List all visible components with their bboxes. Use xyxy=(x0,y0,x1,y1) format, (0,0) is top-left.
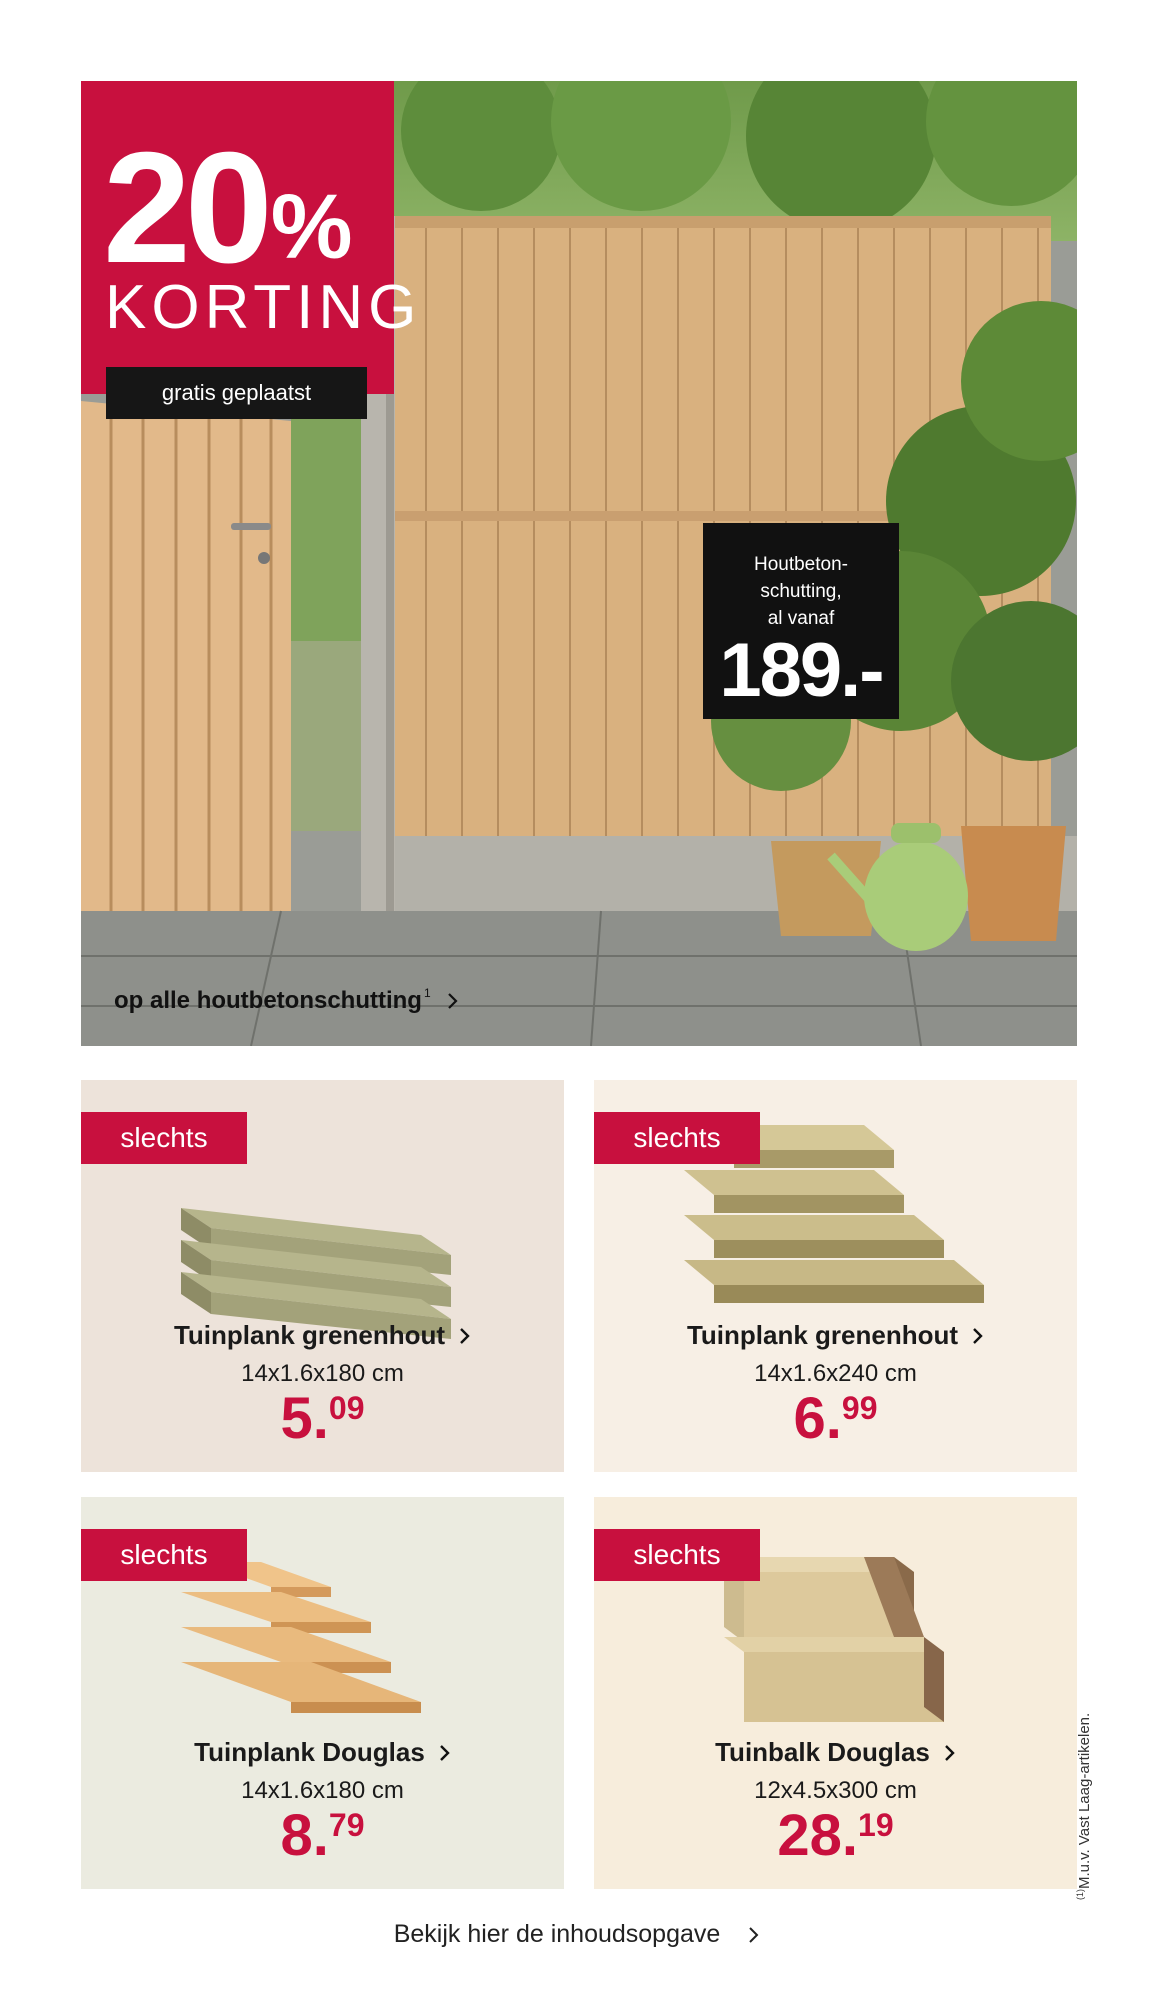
product-card[interactable] xyxy=(594,1080,1077,1472)
discount-number: 20 xyxy=(103,120,267,296)
chevron-right-icon xyxy=(439,1744,451,1762)
product-name[interactable] xyxy=(594,1737,1077,1768)
product-price xyxy=(81,1386,564,1451)
product-dimensions: 14x1.6x240 cm xyxy=(754,1360,917,1387)
hero-link[interactable] xyxy=(114,987,459,1015)
table-of-contents-link[interactable] xyxy=(0,1920,1154,1949)
price-main: 6. xyxy=(793,1386,842,1451)
price-decimals: 09 xyxy=(328,1390,365,1426)
price-decimals: 99 xyxy=(841,1390,878,1426)
product-name-text: Tuinplank grenenhout xyxy=(173,1320,446,1350)
hero-banner[interactable] xyxy=(81,81,1077,1046)
product-price xyxy=(594,1803,1077,1868)
chevron-right-icon xyxy=(447,992,459,1010)
discount-box xyxy=(81,81,422,394)
product-name-text: Tuinplank Douglas xyxy=(194,1737,425,1767)
slechts-badge: slechts xyxy=(594,1529,760,1581)
footnote-text: M.u.v. Vast Laag-artikelen. xyxy=(1076,1712,1093,1889)
discount-percent xyxy=(103,120,353,296)
product-dimensions: 14x1.6x180 cm xyxy=(241,1360,404,1387)
slechts-badge: slechts xyxy=(81,1529,247,1581)
product-card[interactable] xyxy=(81,1080,564,1472)
footnote-marker: (1) xyxy=(1075,1889,1085,1900)
price-desc-line: al vanaf xyxy=(767,608,835,629)
discount-label: KORTING xyxy=(105,273,422,342)
slechts-badge: slechts xyxy=(81,1112,247,1164)
chevron-right-icon xyxy=(748,1926,760,1944)
product-name[interactable] xyxy=(81,1737,564,1768)
footer-link-text: Bekijk hier de inhoudsopgave xyxy=(393,1920,721,1948)
product-dimensions: 14x1.6x180 cm xyxy=(241,1777,404,1804)
price-main: 5. xyxy=(280,1386,329,1451)
price-decimals: 79 xyxy=(328,1807,365,1843)
footnote xyxy=(1075,1713,1093,1900)
percent-symbol: % xyxy=(270,176,353,278)
product-name[interactable] xyxy=(594,1320,1077,1351)
price-value: 189.- xyxy=(719,628,883,713)
price-desc-line: Houtbeton- xyxy=(753,554,848,575)
price-decimals: 19 xyxy=(858,1807,894,1843)
price-box xyxy=(703,523,899,719)
slechts-badge: slechts xyxy=(594,1112,760,1164)
product-card[interactable] xyxy=(81,1497,564,1889)
chevron-right-icon xyxy=(459,1327,471,1345)
product-price xyxy=(81,1803,564,1868)
product-name[interactable] xyxy=(81,1320,564,1351)
product-card[interactable] xyxy=(594,1497,1077,1889)
chevron-right-icon xyxy=(972,1327,984,1345)
price-main: 8. xyxy=(280,1803,329,1868)
product-name-text: Tuinbalk Douglas xyxy=(715,1737,930,1767)
product-dimensions: 12x4.5x300 cm xyxy=(754,1777,917,1804)
product-price xyxy=(594,1386,1077,1451)
price-main: 28. xyxy=(777,1803,859,1868)
price-desc-line: schutting, xyxy=(760,581,842,602)
product-name-text: Tuinplank grenenhout xyxy=(686,1320,959,1350)
free-installation-tag: gratis geplaatst xyxy=(106,367,367,419)
footnote-ref: 1 xyxy=(423,986,431,1000)
chevron-right-icon xyxy=(944,1744,956,1762)
hero-link-text: op alle houtbetonschutting xyxy=(114,987,422,1014)
price-description xyxy=(703,551,899,632)
